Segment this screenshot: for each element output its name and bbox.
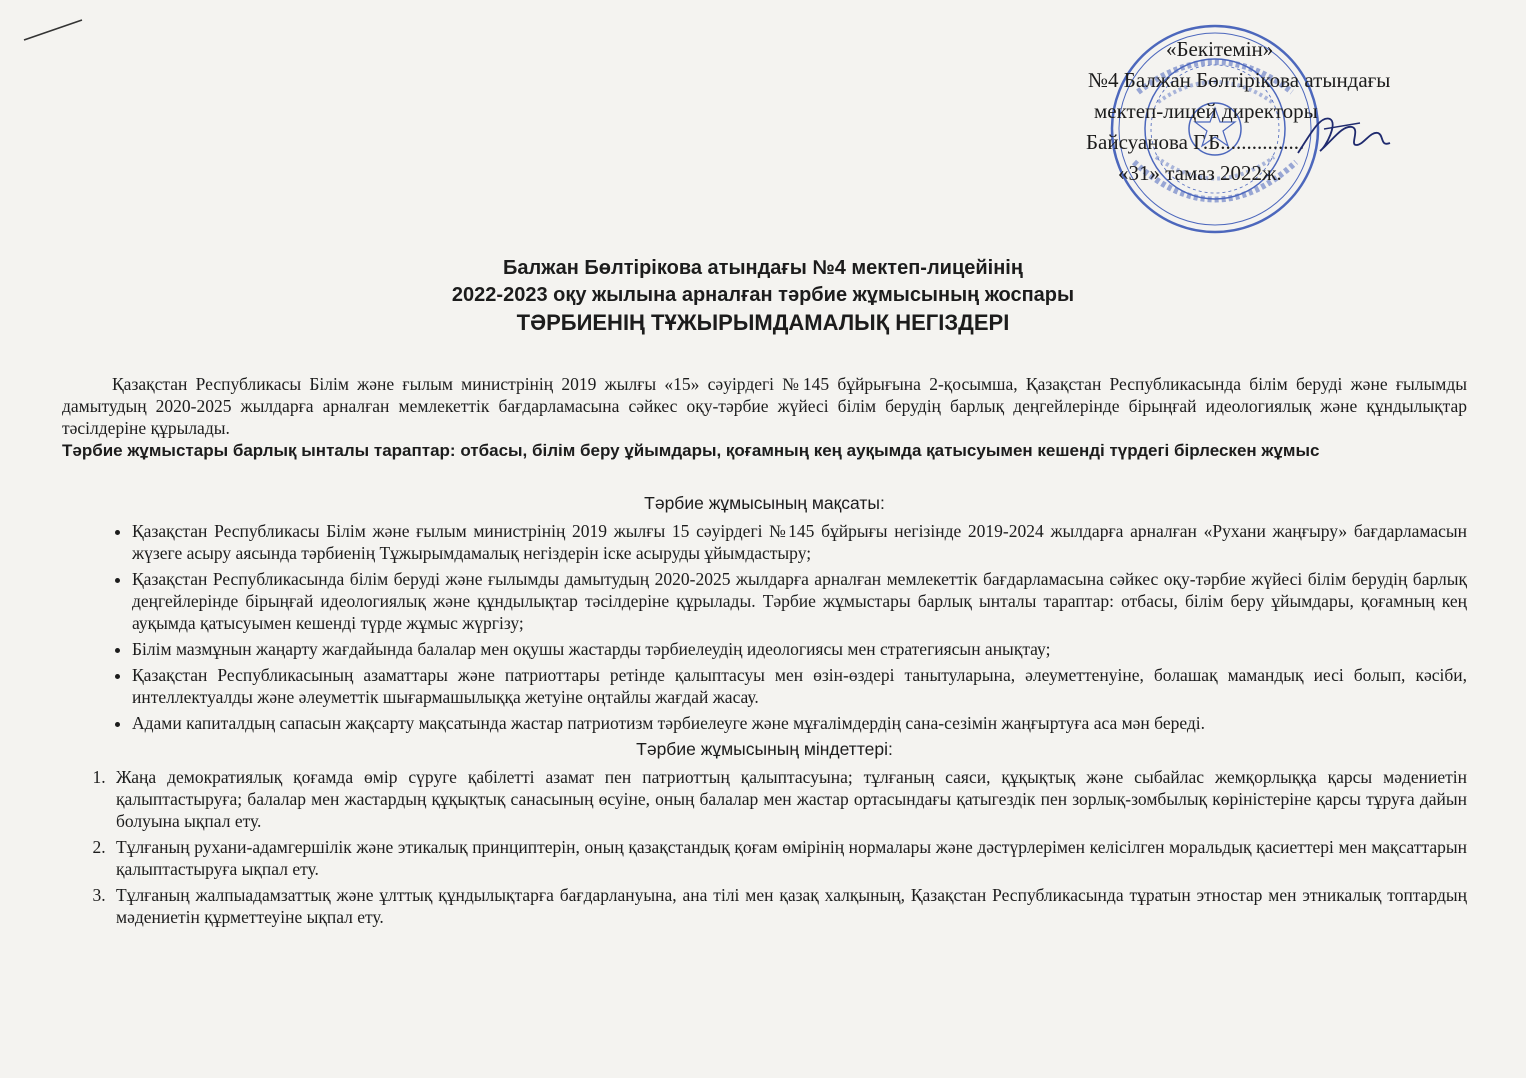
goal-item: • Білім мазмұнын жаңарту жағдайында балалар мен оқушы жастарды тәрбиелеудің идеологиясы мен стратегиясын анықтау; xyxy=(132,638,1467,660)
goals-heading: Тәрбие жұмысының мақсаты: xyxy=(644,493,885,513)
task-item: 1. Жаңа демократиялық қоғамда өмір сүруге қабілетті азамат пен патриоттың қалыптасуына; тұлғаның саяси, құқықтық және сыбайлас жемқорлыққа қарсы мәдениетін қалыптастыруға; балалар мен жастардың құқықтық санасының өсуіне, оның балалар мен жастар ортасындағы қатыгездік пен зорлық-зомбылық көріністеріне қарсы тұруға дайын болуына ықпал ету. xyxy=(110,766,1467,832)
document-title-block xyxy=(0,255,1526,336)
bold-statement: Тәрбие жұмыстары барлық ынталы тараптар: отбасы, білім беру ұйымдары, қоғамның кең ауқымда қатысуымен кешенді түрдегі бірлескен жұмыс xyxy=(62,441,1320,460)
goal-item: • Қазақстан Республикасы Білім және ғылым министрінің 2019 жылғы 15 сәуірдегі №145 бұйрығы негізінде 2019-2024 жылдарға арналған «Рухани жаңғыру» бағдарламасын жүзеге асыру аясында тәрбиенің Тұжырымдамалық негіздерін іске асыруды ұйымдастыру; xyxy=(132,520,1467,564)
director-signature xyxy=(1290,105,1400,165)
goal-item: • Адами капиталдың сапасын жақсарту мақсатында жастар патриотизм тәрбиелеуге және мұғалімдердің сана-сезімін жаңғыртуға аса мән береді. xyxy=(132,712,1467,734)
approval-position: мектеп-лицей директоры xyxy=(1094,99,1318,123)
title-plan: 2022-2023 оқу жылына арналған тәрбие жұмысының жоспары xyxy=(451,284,1075,306)
pencil-mark xyxy=(18,14,88,44)
intro-paragraph: Қазақстан Республикасы Білім және ғылым министрінің 2019 жылғы «15» сәуірдегі №145 бұйрығына 2-қосымша, Қазақстан Республикасында білім беруді және ғылымды дамытудың 2020-2025 жылдарға арналған мемлекеттік бағдарламасына сәйкес оқу-тәрбие жүйесі білім берудің барлық деңгейлерінде бірыңғай идеологиялық және құндылықтар тәсілдеріне құрылады. xyxy=(62,374,1467,438)
task-item: 2. Тұлғаның рухани-адамгершілік және этикалық принциптерін, оның қазақстандық қоғам өмірінің нормалары және дәстүрлерімен келісілген моральдық қасиеттері мен мақсаттарын қалыптастыруға ықпал ету. xyxy=(110,836,1467,880)
task-item: 3. Тұлғаның жалпыадамзаттық және ұлттық құндылықтарға бағдарлануына, ана тілі мен қазақ халқының, Қазақстан Республикасында тұратын этностар мен этникалық топтардың мәдениетін құрметтеуіне ықпал ету. xyxy=(110,884,1467,928)
approval-heading: «Бекітемін» xyxy=(1166,37,1274,61)
goals-list xyxy=(62,520,1467,734)
tasks-list xyxy=(62,766,1467,928)
approval-date: «31» тамаз 2022ж. xyxy=(1118,161,1282,185)
goal-item: • Қазақстан Республикасында білім беруді және ғылымды дамытудың 2020-2025 жылдарға арналған мемлекеттік бағдарламасына сәйкес оқу-тәрбие жүйесі білім берудің барлық деңгейлерінде бірыңғай идеологиялық және құндылықтар тәсілдеріне құрылады. Тәрбие жұмыстары барлық ынталы тараптар: отбасы, білім беру ұйымдары, қоғамның кең ауқымда қатысуымен кешенді түрде жұмыс жүргізу; xyxy=(132,568,1467,634)
title-school: Балжан Бөлтірікова атындағы №4 мектеп-лицейінің xyxy=(503,257,1023,279)
document-body xyxy=(62,373,1467,932)
approval-school-name: №4 Балжан Бөлтірікова атындағы xyxy=(1088,68,1391,92)
title-foundations: ТӘРБИЕНІҢ ТҰЖЫРЫМДАМАЛЫҚ НЕГІЗДЕРІ xyxy=(516,310,1010,335)
goal-item: • Қазақстан Республикасының азаматтары және патриоттары ретінде қалыптасуы мен өзін-өздері танытуларына, әлеуметтенуіне, болашақ мамандық иесі болып, кәсіби, интеллектуалды және әлеуметтік шығармашылыққа жетуіне оңтайлы жағдай жасау. xyxy=(132,664,1467,708)
approval-director-name: Байсуанова Г.Б................ xyxy=(1086,130,1305,154)
tasks-heading: Тәрбие жұмысының міндеттері: xyxy=(636,739,893,759)
